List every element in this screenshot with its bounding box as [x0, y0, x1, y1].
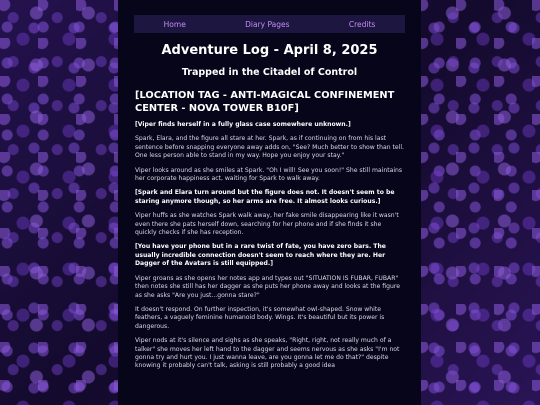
nav-credits-link[interactable]: Credits	[348, 19, 376, 29]
paragraph-list	[135, 121, 404, 371]
story-paragraph: Viper looks around as she smiles at Spark. "Oh I will! See you soon!" She still maintains her corporate happiness act, waiting for Spark to walk away.	[135, 166, 403, 183]
story-paragraph: Viper nods at it's silence and sighs as she speaks, "Right, right, not really much of a talker" she moves her left hand to the dagger and seems nervous as she asks "I'm not gonna try and hurt you. I just wanna leave, are you gonna let me do that?" despite knowing it probably can't talk, asking is still probably a good idea	[135, 337, 400, 370]
story-paragraph: Spark, Elara, and the figure all stare at her. Spark, as if continuing on from his last sentence before snapping everyone away adds on, "See? Much better to show than tell. One less person able to stand in my way. Hope you enjoy your stay."	[135, 135, 404, 160]
page-title: Adventure Log - April 8, 2025	[161, 43, 378, 58]
log-content	[118, 43, 421, 371]
narration-paragraph: [You have your phone but in a rare twist of fate, you have zero bars. The usually incredible connection doesn't seem to reach where they are. Her Dagger of the Avatars is still equipped.]	[135, 243, 386, 268]
nav-bar	[134, 15, 405, 33]
nav-home-link[interactable]: Home	[163, 19, 186, 29]
location-tag: [LOCATION TAG - ANTI-MAGICAL CONFINEMENT CENTER - NOVA TOWER B10F]	[135, 90, 395, 114]
nav-diary-pages-link[interactable]: Diary Pages	[245, 19, 290, 29]
entry-subtitle: Trapped in the Citadel of Control	[181, 67, 358, 78]
narration-paragraph: [Viper finds herself in a fully glass case somewhere unknown.]	[135, 121, 351, 128]
story-paragraph: It doesn't respond. On further inspection, it's somewhat owl-shaped. Snow white feathers, a vaguely feminine humanoid body. Wings. It's beautiful but its power is dangerous.	[135, 305, 385, 330]
story-paragraph: Viper groans as she opens her notes app and types out "SITUATION IS FUBAR, FUBAR" then notes she still has her dagger as she puts her phone away and looks at the figure as she asks "Are you just...gonna stare?"	[135, 274, 400, 299]
narration-paragraph: [Spark and Elara turn around but the figure does not. It doesn't seem to be staring anymore though, so her arms are free. It almost looks curious.]	[135, 189, 395, 205]
diary-page	[118, 0, 421, 405]
story-paragraph: Viper huffs as she watches Spark walk away, her fake smile disappearing like it wasn't even there she pats herself down, searching for her phone and if she finds it she quickly checks if she has reception.	[135, 212, 399, 237]
